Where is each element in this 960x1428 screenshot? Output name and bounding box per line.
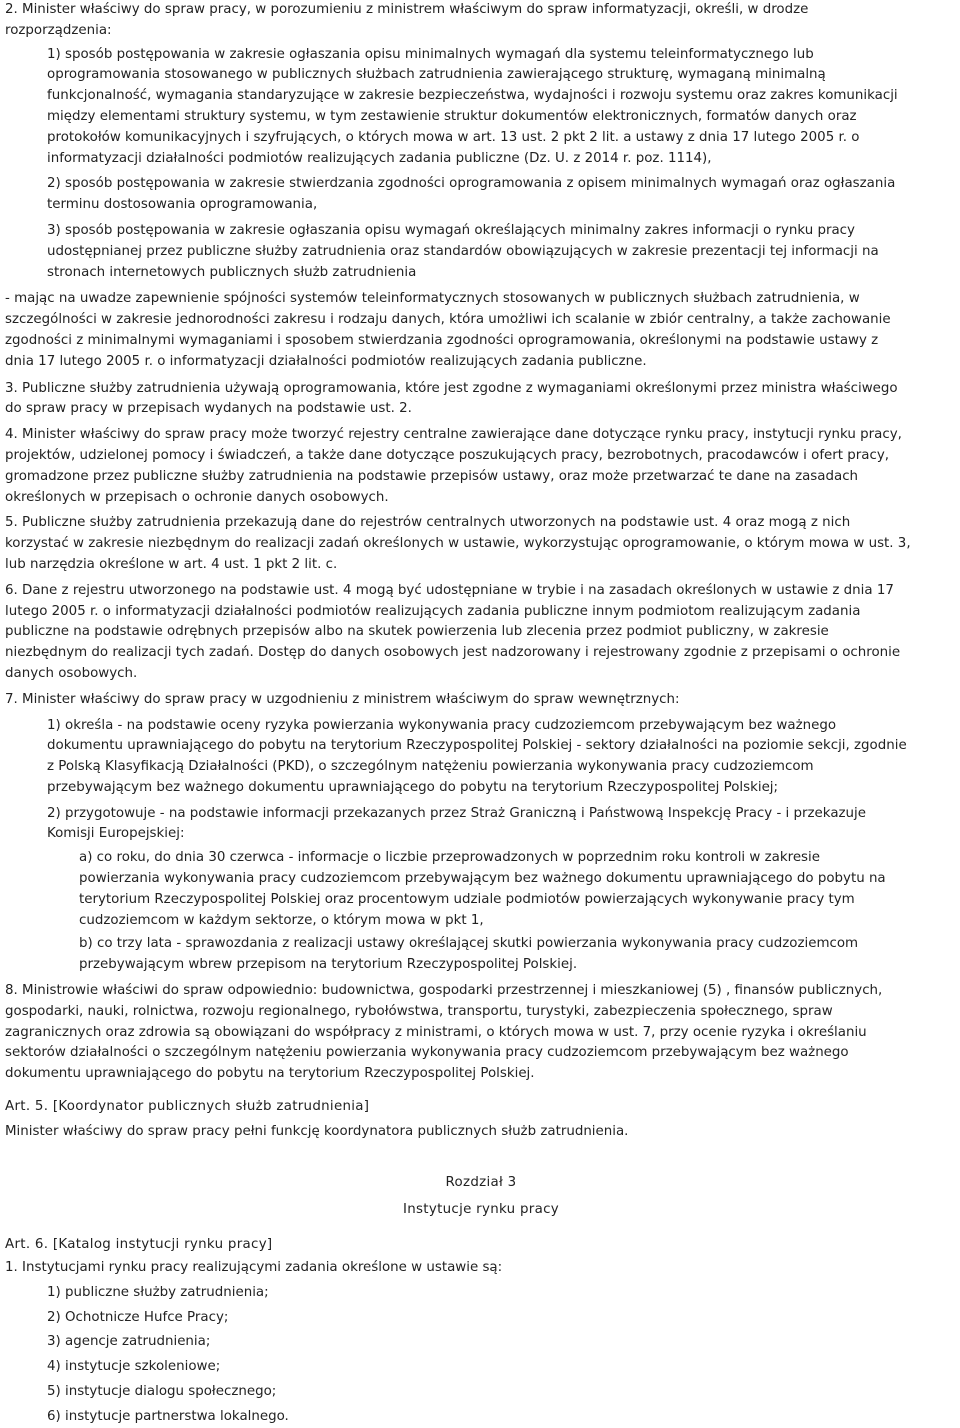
text-line: oprogramowania stosowanego w publicznych służbach zatrudnienia zawierającego strukturę, wymaganą minimalną bbox=[47, 67, 826, 83]
text-line: danych osobowych. bbox=[5, 665, 138, 681]
article-4-continuation bbox=[5, 0, 957, 1085]
chapter-number: Rozdział 3 bbox=[445, 1174, 517, 1190]
text-line: do spraw pracy w przepisach wydanych na podstawie ust. 2. bbox=[5, 401, 412, 417]
text-line: 6. Dane z rejestru utworzonego na podstawie ust. 4 mogą być udostępniane w trybie i na zasadach określonych w ustawie z dnia 17 bbox=[5, 582, 894, 598]
list-item: 4) instytucje szkoleniowe; bbox=[47, 1359, 221, 1375]
text-line: projektów, udzielonej pomocy i świadczeń, a także dane dotyczące poszukujących pracy, bezrobotnych, pracodawców i ofert pracy, bbox=[5, 447, 890, 463]
text-line: 2) sposób postępowania w zakresie stwierdzania zgodności oprogramowania z opisem minimalnych wymagań oraz ogłaszania bbox=[47, 176, 896, 192]
text-line: dokumentu uprawniającego do pobytu na terytorium Rzeczypospolitej Polskiej - sektory działalności na poziomie sekcji, zgodnie bbox=[47, 738, 907, 754]
text-line: określonych w przepisach o ochronie danych osobowych. bbox=[5, 489, 389, 505]
text-line: przebywającym wbrew przepisom na terytorium Rzeczypospolitej Polskiej. bbox=[79, 957, 578, 973]
article-6-heading: Art. 6. [Katalog instytucji rynku pracy] bbox=[5, 1237, 273, 1253]
article-6-list bbox=[5, 1279, 957, 1428]
list-item: 1) publiczne służby zatrudnienia; bbox=[47, 1284, 269, 1300]
text-line: funkcjonalność, wymagania standaryzujące w zakresie bezpieczeństwa, wydajności i rozwoju systemu oraz zakres komunikacji bbox=[47, 88, 898, 104]
text-line: 2. Minister właściwy do spraw pracy, w porozumieniu z ministrem właściwym do spraw informatyzacji, określi, w drodze bbox=[5, 2, 809, 17]
text-line: gospodarki, nauki, rolnictwa, rozwoju regionalnego, rybołówstwa, transportu, turystyki, zabezpieczenia społecznego, spraw bbox=[5, 1003, 833, 1019]
article-5-heading: Art. 5. [Koordynator publicznych służb zatrudnienia] bbox=[5, 1099, 370, 1115]
text-line: informatyzacji działalności podmiotów realizujących zadania publiczne (Dz. U. z 2014 r. poz. 1114), bbox=[47, 150, 712, 166]
list-item: 6) instytucje partnerstwa lokalnego. bbox=[47, 1408, 289, 1424]
text-line: 3. Publiczne służby zatrudnienia używają oprogramowania, które jest zgodne z wymaganiami określonymi przez ministra właściwego bbox=[5, 380, 898, 396]
text-line: terminu dostosowania oprogramowania, bbox=[47, 197, 318, 213]
text-line: szczególności w zakresie jednorodności zakresu i rodzaju danych, która umożliwi ich scalanie w zbiór centralny, a także zachowanie bbox=[5, 312, 891, 328]
chapter-title: Instytucje rynku pracy bbox=[402, 1202, 559, 1218]
text-line: udostępnianej przez publiczne służby zatrudnienia oraz standardów obowiązujących w zakresie prezentacji tej informacji na bbox=[47, 243, 879, 259]
article-5-text: Minister właściwy do spraw pracy pełni funkcję koordynatora publicznych służb zatrudnienia. bbox=[5, 1123, 629, 1139]
text-line: - mając na uwadze zapewnienie spójności systemów teleinformatycznych stosowanych w publicznych służbach zatrudnienia, w bbox=[5, 291, 860, 307]
text-line: 7. Minister właściwy do spraw pracy w uzgodnieniu z ministrem właściwym do spraw wewnętrznych: bbox=[5, 691, 680, 707]
text-line: lutego 2005 r. o informatyzacji działalności podmiotów realizujących zadania publiczne innym podmiotom realizującym zadania bbox=[5, 603, 861, 619]
text-line: 1) sposób postępowania w zakresie ogłaszania opisu minimalnych wymagań dla systemu teleinformatycznego lub bbox=[47, 46, 814, 62]
text-line: korzystać w zakresie niezbędnym do realizacji zadań określonych w ustawie, wykorzystując oprogramowanie, o którym mowa w ust. 3, bbox=[5, 536, 911, 552]
text-line: zgodności z minimalnymi wymaganiami i sposobem stwierdzania zgodności oprogramowania, określonymi na podstawie ustawy z bbox=[5, 332, 879, 348]
text-line: 1) określa - na podstawie oceny ryzyka powierzania wykonywania pracy cudzoziemcom przebywającym bez ważnego bbox=[47, 717, 837, 733]
text-line: 3) sposób postępowania w zakresie ogłaszania opisu wymagań określających minimalny zakres informacji o rynku pracy bbox=[47, 222, 855, 238]
list-item: 5) instytucje dialogu społecznego; bbox=[47, 1384, 277, 1400]
text-line: publiczne na podstawie odrębnych przepisów albo na skutek powierzenia lub zlecenia przez podmiot publiczny, w zakresie bbox=[5, 624, 829, 640]
text-line: 5. Publiczne służby zatrudnienia przekazują dane do rejestrów centralnych utworzonych na podstawie ust. 4 oraz mogą z nich bbox=[5, 515, 851, 531]
text-line: terytorium Rzeczypospolitej Polskiej oraz procentowym udziale podmiotów powierzających wykonywanie pracy tym bbox=[79, 891, 855, 907]
text-line: powierzania wykonywania pracy cudzoziemcom przebywającym bez ważnego dokumentu uprawniającego do pobytu na bbox=[79, 871, 886, 887]
text-line: przebywającym bez ważnego dokumentu uprawniającego do pobytu na terytorium Rzeczypospolitej Polskiej; bbox=[47, 779, 779, 795]
text-line: dnia 17 lutego 2005 r. o informatyzacji działalności podmiotów realizujących zadania publiczne. bbox=[5, 353, 647, 369]
text-line: gromadzone przez publiczne służby zatrudnienia na podstawie przepisów ustawy, oraz może przetwarzać te dane na zasadach bbox=[5, 468, 859, 484]
text-line: sektorów działalności o szczególnym natężeniu powierzania wykonywania pracy cudzoziemcom przebywającym bez ważnego bbox=[5, 1045, 849, 1061]
text-line: Komisji Europejskiej: bbox=[47, 826, 185, 842]
list-item: 3) agencje zatrudnienia; bbox=[47, 1334, 211, 1350]
text-line: dokumentu uprawniającego do pobytu na terytorium Rzeczypospolitej Polskiej. bbox=[5, 1066, 535, 1082]
text-line: lub narzędzia określone w art. 4 ust. 1 pkt 2 lit. c. bbox=[5, 556, 338, 572]
text-line: rozporządzenia: bbox=[5, 22, 112, 38]
text-line: niezbędnym do realizacji tych zadań. Dostęp do danych osobowych jest nadzorowany i rejestrowany zgodnie z przepisami o ochronie bbox=[5, 645, 901, 661]
text-line: z Polską Klasyfikacją Działalności (PKD), o szczególnym natężeniu powierzania wykonywania pracy cudzoziemcom bbox=[47, 759, 814, 775]
text-line: 4. Minister właściwy do spraw pracy może tworzyć rejestry centralne zawierające dane dotyczące rynku pracy, instytucji rynku pracy, bbox=[5, 427, 902, 443]
text-line: a) co roku, do dnia 30 czerwca - informacje o liczbie przeprowadzonych w poprzednim roku kontroli w zakresie bbox=[79, 850, 820, 866]
text-line: b) co trzy lata - sprawozdania z realizacji ustawy określającej skutki powierzania wykonywania pracy cudzoziemcom bbox=[79, 936, 859, 952]
text-line: protokołów komunikacyjnych i szyfrujących, o których mowa w art. 13 ust. 2 pkt 2 lit. a ustawy z dnia 17 lutego 2005 r. o bbox=[47, 129, 860, 145]
text-line: między elementami struktury systemu, w tym zestawienie struktur dokumentów elektronicznych, formatów danych oraz bbox=[47, 108, 857, 124]
text-line: cudzoziemcom w każdym sektorze, o którym mowa w pkt 1, bbox=[79, 912, 484, 928]
list-item: 2) Ochotnicze Hufce Pracy; bbox=[47, 1309, 229, 1325]
article-6-intro: 1. Instytucjami rynku pracy realizującymi zadania określone w ustawie są: bbox=[5, 1260, 503, 1276]
text-line: 2) przygotowuje - na podstawie informacji przekazanych przez Straż Graniczną i Państwową Inspekcję Pracy - i przekazuje bbox=[47, 805, 866, 821]
text-line: stronach internetowych publicznych służb zatrudnienia bbox=[47, 264, 417, 280]
text-line: 8. Ministrowie właściwi do spraw odpowiednio: budownictwa, gospodarki przestrzennej i mieszkaniowej (5) , finansów publicznych, bbox=[5, 983, 883, 999]
text-line: zagranicznych oraz zdrowia są obowiązani do współpracy z ministrami, o których mowa w ust. 7, przy ocenie ryzyka i określaniu bbox=[5, 1024, 867, 1040]
